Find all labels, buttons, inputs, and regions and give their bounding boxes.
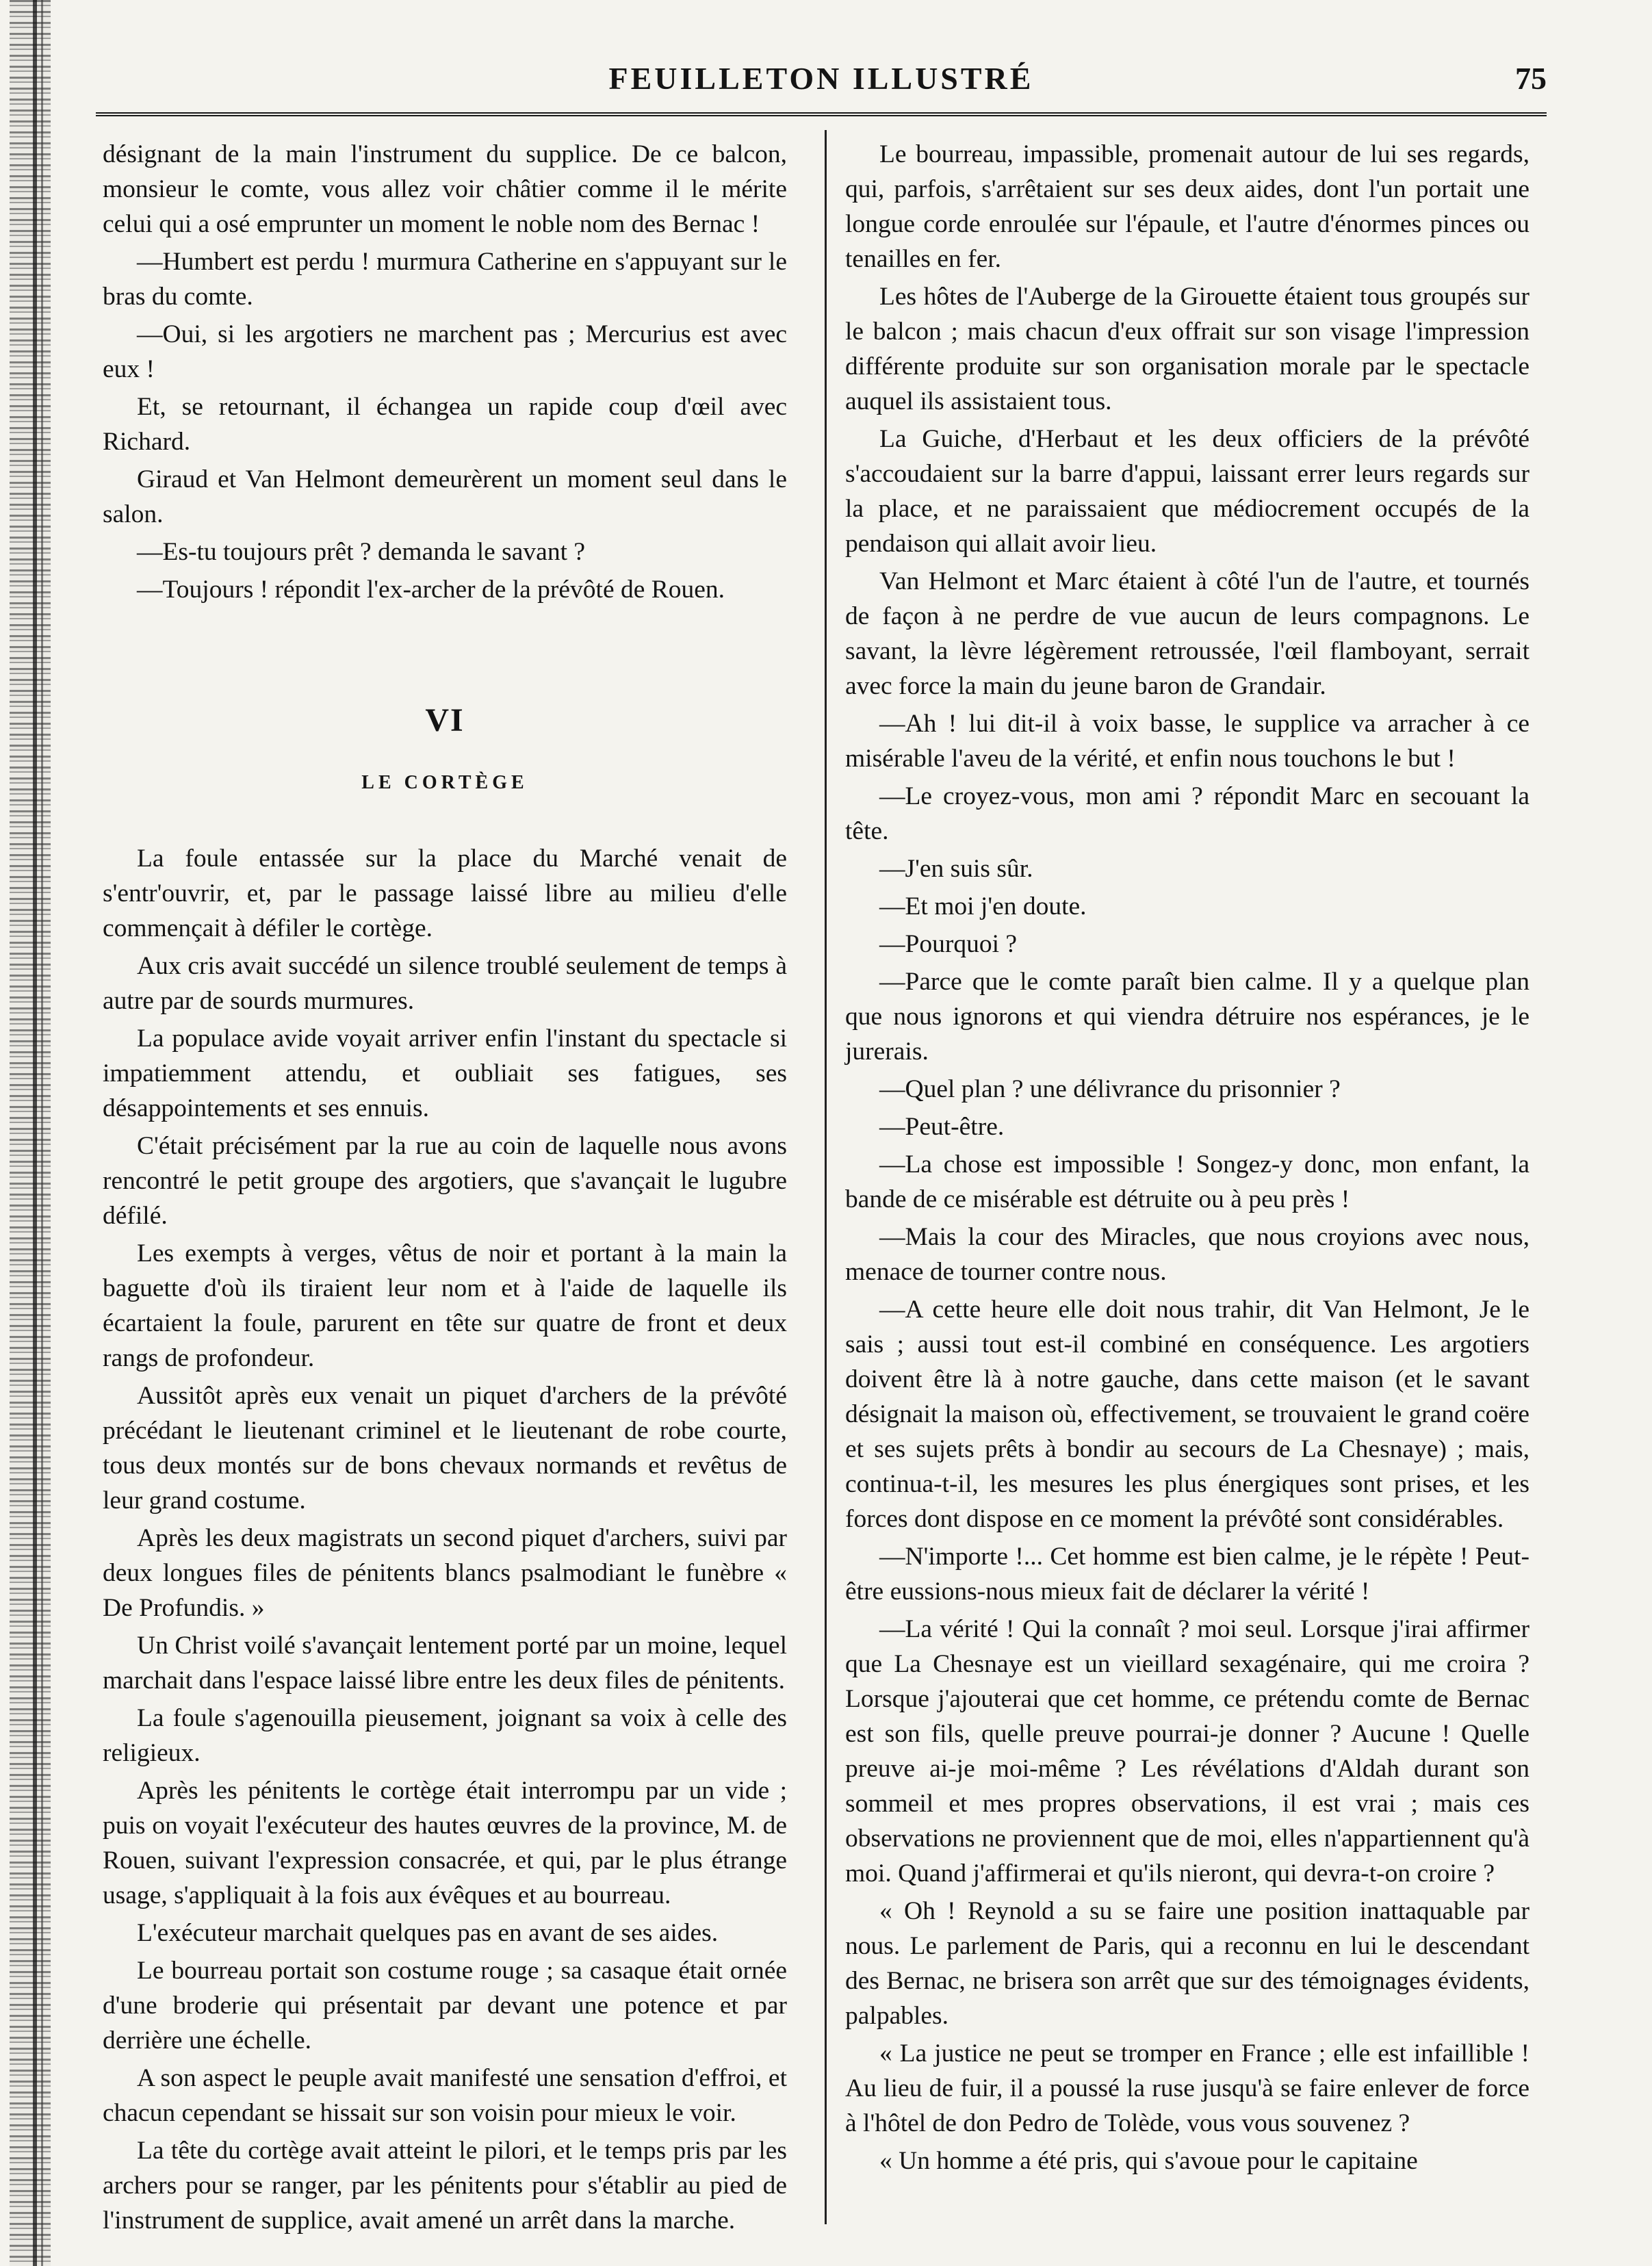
paragraph: Le bourreau portait son costume rouge ; sa casaque était ornée d'une broderie qui présentait par devant une potence et par derrière une échelle. <box>103 1957 787 2055</box>
page-number: 75 <box>1515 61 1547 96</box>
paragraph: Après les deux magistrats un second piquet d'archers, suivi par deux longues files de pénitents blancs psalmodiant le funèbre « De Profundis. » <box>103 1524 787 1622</box>
paragraph: Après les pénitents le cortège était interrompu par un vide ; puis on voyait l'exécuteur des hautes œuvres de la province, M. de Rouen, suivant l'expression consacrée, et qui, par le plus étrange usage, s'appliquait à la fois aux évêques et au bourreau. <box>103 1777 787 1909</box>
paragraph: Aussitôt après eux venait un piquet d'archers de la prévôté précédant le lieutenant criminel et le lieutenant de robe courte, tous deux montés sur de bons chevaux normands et revêtus de leur grand costume. <box>103 1382 787 1515</box>
chapter-number: VI <box>425 702 465 738</box>
paragraph: désignant de la main l'instrument du supplice. De ce balcon, monsieur le comte, vous allez voir châtier comme il le mérite celui qui a osé emprunter un moment le noble nom des Bernac ! <box>103 140 787 238</box>
paragraph: Et, se retournant, il échangea un rapide coup d'œil avec Richard. <box>103 393 787 456</box>
paragraph: « Un homme a été pris, qui s'avoue pour le capitaine <box>879 2147 1418 2175</box>
paragraph: —Parce que le comte paraît bien calme. Il y a quelque plan que nous ignorons et qui viendra détruire nos espérances, je le jurerais. <box>845 968 1530 1066</box>
paragraph: —La chose est impossible ! Songez-y donc, mon enfant, la bande de ce misérable est détruite ou à peu près ! <box>845 1150 1530 1213</box>
page-header <box>96 57 1547 116</box>
left-column <box>103 137 787 2241</box>
paragraph: —Toujours ! répondit l'ex-archer de la prévôté de Rouen. <box>137 576 725 604</box>
paragraph: —N'importe !... Cet homme est bien calme, je le répète ! Peut-être eussions-nous mieux fait de déclarer la vérité ! <box>845 1543 1530 1606</box>
running-title: FEUILLETON ILLUSTRÉ <box>608 61 1034 96</box>
paragraph: La Guiche, d'Herbaut et les deux officiers de la prévôté s'accoudaient sur la barre d'appui, laissant errer leurs regards sur la place, et ne paraissaient que médiocrement occupés de la pendaison qui allait avoir lieu. <box>845 425 1530 558</box>
column-divider <box>825 130 827 2224</box>
paragraph: —Quel plan ? une délivrance du prisonnier ? <box>879 1075 1341 1103</box>
binding-line-thin <box>41 0 43 2266</box>
paragraph: —Pourquoi ? <box>879 930 1018 958</box>
paragraph: —Mais la cour des Miracles, que nous croyions avec nous, menace de tourner contre nous. <box>845 1223 1530 1286</box>
paragraph: L'exécuteur marchait quelques pas en avant de ses aides. <box>137 1919 719 1947</box>
paragraph: —J'en suis sûr. <box>879 855 1033 883</box>
paragraph: —Oui, si les argotiers ne marchent pas ; Mercurius est avec eux ! <box>103 320 787 383</box>
paragraph: « La justice ne peut se tromper en France ; elle est infaillible ! Au lieu de fuir, il a poussé la ruse jusqu'à se faire enlever de force à l'hôtel de don Pedro de Tolède, vous vous souvenez ? <box>845 2039 1530 2137</box>
paragraph: Les exempts à verges, vêtus de noir et portant à la main la baguette d'où ils tiraient leur nom et à l'aide de laquelle ils écartaient la foule, parurent en tête sur quatre de front et deux rangs de profondeur. <box>103 1239 787 1372</box>
paragraph: La tête du cortège avait atteint le pilori, et le temps pris par les archers pour se ranger, par les pénitents pour s'établir au pied de l'instrument de supplice, avait amené un arrêt dans la marche. <box>103 2137 787 2235</box>
paragraph: —Le croyez-vous, mon ami ? répondit Marc en secouant la tête. <box>845 782 1530 845</box>
paragraph: La foule s'agenouilla pieusement, joignant sa voix à celle des religieux. <box>103 1704 787 1767</box>
paragraph: La populace avide voyait arriver enfin l'instant du spectacle si impatiemment attendu, et oubliait ses fatigues, ses désappointements et ses ennuis. <box>103 1025 787 1122</box>
paragraph: Les hôtes de l'Auberge de la Girouette étaient tous groupés sur le balcon ; mais chacun d'eux offrait sur son visage l'impression différente produite sur son organisation morale par le spectacle auquel ils assistaient tous. <box>845 283 1530 415</box>
paragraph: C'était précisément par la rue au coin de laquelle nous avons rencontré le petit groupe des argotiers, que s'avançait le lugubre défilé. <box>103 1132 787 1230</box>
paragraph: Le bourreau, impassible, promenait autour de lui ses regards, qui, parfois, s'arrêtaient sur ses deux aides, dont l'un portait une longue corde enroulée sur l'épaule, et l'autre d'énormes pinces ou tenailles en fer. <box>845 140 1530 273</box>
paragraph: —A cette heure elle doit nous trahir, dit Van Helmont, Je le sais ; aussi tout est-il combiné en conséquence. Les argotiers doivent être là à notre gauche, dans cette maison (et le savant désignait la maison où, effectivement, se trouvaient le grand coëre et ses sujets prêts à bondir au secours de La Chesnaye) ; mais, continua-t-il, les mesures les plus énergiques sont prises, et les forces dont dispose en ce moment la prévôté sont considérables. <box>845 1296 1530 1533</box>
paragraph: —Peut-être. <box>879 1113 1005 1141</box>
paragraph: Aux cris avait succédé un silence troublé seulement de temps à autre par de sourds murmures. <box>103 952 787 1015</box>
paragraph: —Et moi j'en doute. <box>879 892 1087 920</box>
paragraph: A son aspect le peuple avait manifesté une sensation d'effroi, et chacun cependant se hissait sur son voisin pour mieux le voir. <box>103 2064 787 2127</box>
paragraph: Giraud et Van Helmont demeurèrent un moment seul dans le salon. <box>103 465 787 528</box>
paragraph: —La vérité ! Qui la connaît ? moi seul. Lorsque j'irai affirmer que La Chesnaye est un vieillard sexagénaire, qui me croira ? Lorsque j'ajouterai que cet homme, ce prétendu comte de Bernac est son fils, quelle preuve pourrai-je donner ? Aucune ! Quelle preuve ai-je moi-même ? Les révélations d'Aldah durant son sommeil et mes propres observations, il est vrai ; mais ces observations ne proviennent que de moi, elles n'appartiennent qu'à moi. Quand j'affirmerai et qu'ils nieront, qui devra-t-on croire ? <box>845 1615 1530 1888</box>
paragraph: La foule entassée sur la place du Marché venait de s'entr'ouvrir, et, par le passage laissé libre au milieu d'elle commençait à défiler le cortège. <box>103 845 787 942</box>
paragraph: —Es-tu toujours prêt ? demanda le savant ? <box>137 538 586 566</box>
binding-line <box>33 0 37 2266</box>
binding-edge <box>10 0 51 2266</box>
right-column <box>845 137 1530 2181</box>
paragraph: —Humbert est perdu ! murmura Catherine en s'appuyant sur le bras du comte. <box>103 248 787 311</box>
paragraph: Van Helmont et Marc étaient à côté l'un de l'autre, et tournés de façon à ne perdre de vue aucun de leurs compagnons. Le savant, la lèvre légèrement retroussée, l'œil flamboyant, serrait avec force la main du jeune baron de Grandair. <box>845 567 1530 700</box>
paragraph: Un Christ voilé s'avançait lentement porté par un moine, lequel marchait dans l'espace laissé libre entre les deux files de pénitents. <box>103 1632 787 1695</box>
paragraph: « Oh ! Reynold a su se faire une position inattaquable par nous. Le parlement de Paris, qui a reconnu en lui le descendant des Bernac, ne brisera son arrêt que sur des témoignages évidents, palpables. <box>845 1897 1530 2030</box>
chapter-title: LE CORTÈGE <box>361 772 528 793</box>
paragraph: —Ah ! lui dit-il à voix basse, le supplice va arracher à ce misérable l'aveu de la vérité, et enfin nous touchons le but ! <box>845 710 1530 773</box>
